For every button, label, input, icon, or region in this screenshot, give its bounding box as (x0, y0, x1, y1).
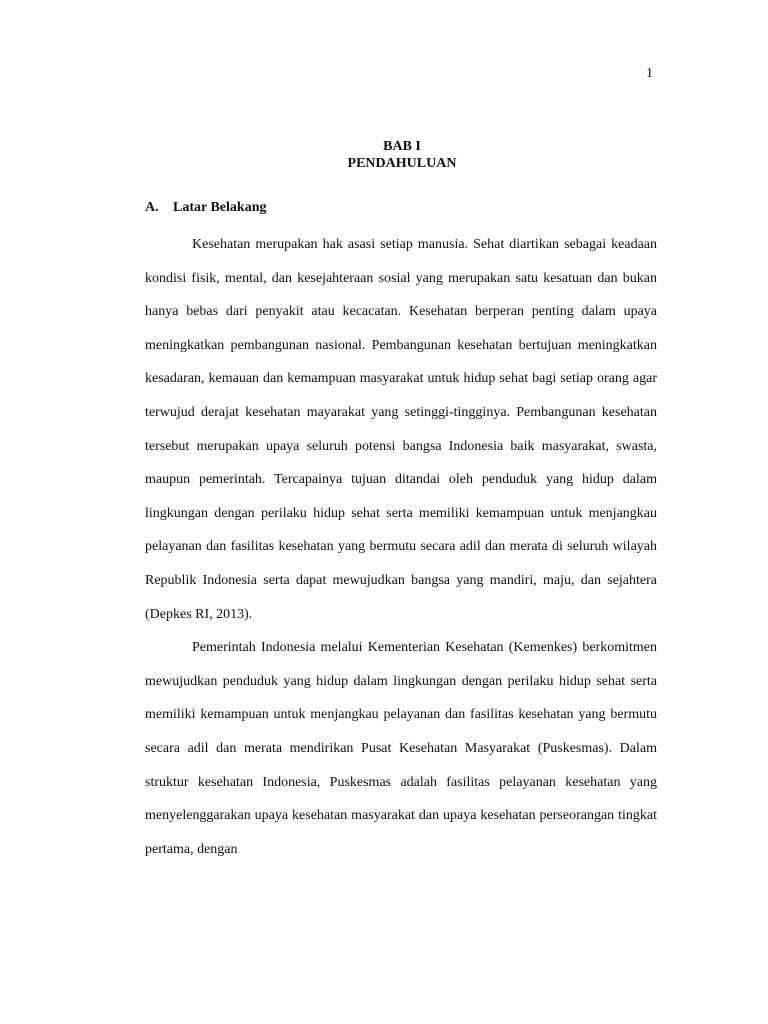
section-marker: A. (145, 200, 159, 215)
section-heading (145, 200, 266, 216)
page-number: 1 (646, 66, 653, 81)
paragraph: Pemerintah Indonesia melalui Kementerian Kesehatan (Kemenkes) berkomitmen mewujudkan penduduk yang hidup dalam lingkungan dengan perilaku hidup sehat serta memiliki kemampuan untuk menjangkau pelayanan dan fasilitas kesehatan yang bermutu secara adil dan merata mendirikan Pusat Kesehatan Masyarakat (Puskesmas). Dalam struktur kesehatan Indonesia, Puskesmas adalah fasilitas pelayanan kesehatan yang menyelenggarakan upaya kesehatan masyarakat dan upaya kesehatan perseorangan tingkat pertama, dengan (145, 640, 657, 857)
chapter-heading (0, 138, 768, 172)
chapter-number: BAB I (383, 139, 421, 154)
body-text (145, 228, 657, 866)
section-title: Latar Belakang (173, 200, 267, 215)
chapter-title: PENDAHULUAN (347, 156, 457, 171)
paragraph: Kesehatan merupakan hak asasi setiap manusia. Sehat diartikan sebagai keadaan kondisi fisik, mental, dan kesejahteraan sosial yang merupakan satu kesatuan dan bukan hanya bebas dari penyakit atau kecacatan. Kesehatan berperan penting dalam upaya meningkatkan pembangunan nasional. Pembangunan kesehatan bertujuan meningkatkan kesadaran, kemauan dan kemampuan masyarakat untuk hidup sehat bagi setiap orang agar terwujud derajat kesehatan mayarakat yang setinggi-tingginya. Pembangunan kesehatan tersebut merupakan upaya seluruh potensi bangsa Indonesia baik masyarakat, swasta, maupun pemerintah. Tercapainya tujuan ditandai oleh penduduk yang hidup dalam lingkungan dengan perilaku hidup sehat serta memiliki kemampuan untuk menjangkau pelayanan dan fasilitas kesehatan yang bermutu secara adil dan merata di seluruh wilayah Republik Indonesia serta dapat mewujudkan bangsa yang mandiri, maju, dan sejahtera (Depkes RI, 2013). (145, 237, 657, 622)
